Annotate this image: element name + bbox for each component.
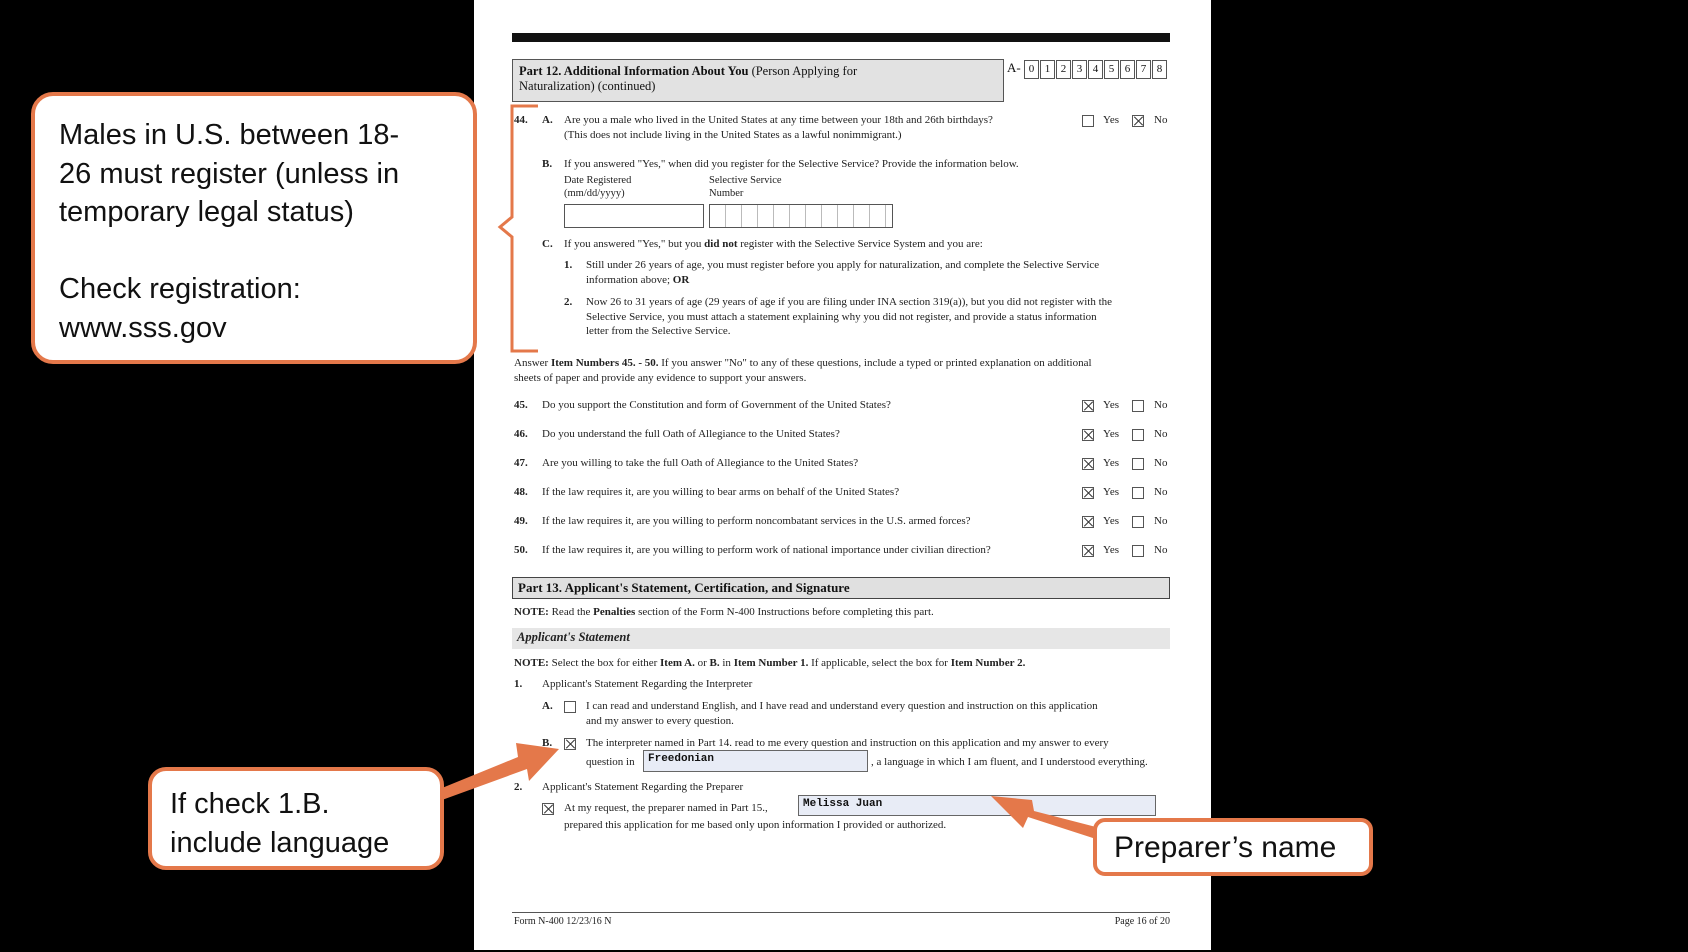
preparer-callout — [1093, 818, 1373, 876]
language-callout — [148, 767, 444, 870]
no-label: No — [1154, 486, 1168, 498]
selective-service-bracket — [500, 106, 538, 351]
question-text: Are you willing to take the full Oath of Allegiance to the United States? — [542, 457, 859, 469]
s2-line1: At my request, the preparer named in Part 15., — [564, 802, 768, 814]
s1-number: 1. — [514, 678, 523, 690]
question-text: If the law requires it, are you willing to bear arms on behalf of the United States? — [542, 486, 900, 498]
question-number: 50. — [514, 544, 528, 556]
language-callout-text: If check 1.B. include language — [170, 788, 390, 859]
selection-note: NOTE: Select the box for either Item A. or B. in Item Number 1. If applicable, select the box for Item Number 2. — [514, 657, 1026, 669]
a-number-prefix: A- — [1007, 60, 1021, 75]
a-digit[interactable]: 4 — [1088, 60, 1103, 79]
footer-form-id: Form N-400 12/23/16 N — [514, 916, 612, 927]
a-digit[interactable]: 5 — [1104, 60, 1119, 79]
question-text: Do you understand the full Oath of Allegiance to the United States? — [542, 428, 840, 440]
s1b-line2a: question in — [586, 756, 635, 768]
c2-number: 2. — [564, 296, 573, 308]
language-input[interactable]: Freedonian — [643, 750, 868, 772]
question-number: 47. — [514, 457, 528, 469]
s1b-line1: The interpreter named in Part 14. read to me every question and instruction on this application and my answer to every — [586, 737, 1109, 749]
q44b-letter: B. — [542, 158, 553, 170]
language-arrow — [442, 743, 559, 800]
preparer-arrow — [991, 796, 1096, 839]
yes-label: Yes — [1103, 544, 1120, 556]
preparer-name-input[interactable]: Melissa Juan — [798, 795, 1156, 816]
q44c-letter: C. — [542, 238, 553, 250]
no-label: No — [1154, 428, 1168, 440]
a-digit[interactable]: 1 — [1040, 60, 1055, 79]
no-label: No — [1154, 515, 1168, 527]
question-text: Do you support the Constitution and form of Government of the United States? — [542, 399, 891, 411]
no-label: No — [1154, 544, 1168, 556]
question-number: 48. — [514, 486, 528, 498]
s2-line2: prepared this application for me based only upon information I provided or authorized. — [564, 819, 947, 831]
yes-label: Yes — [1103, 515, 1120, 527]
c1-number: 1. — [564, 259, 573, 271]
yes-label: Yes — [1103, 486, 1120, 498]
part12-line2: Naturalization) (continued) — [519, 79, 656, 93]
selective-service-callout — [31, 92, 477, 364]
a-digit[interactable]: 2 — [1056, 60, 1071, 79]
q44a-no-label: No — [1154, 114, 1168, 126]
a-digit[interactable]: 3 — [1072, 60, 1087, 79]
no-label: No — [1154, 399, 1168, 411]
question-text: If the law requires it, are you willing to perform work of national importance under civilian direction? — [542, 544, 991, 556]
part12-suffix: (Person Applying for — [748, 64, 858, 78]
s1b-letter: B. — [542, 737, 553, 749]
a-digit[interactable]: 0 — [1024, 60, 1039, 79]
yes-label: Yes — [1103, 428, 1120, 440]
s2-number: 2. — [514, 781, 523, 793]
q44a-note: (This does not include living in the United States as a lawful nonimmigrant.) — [564, 129, 902, 141]
s1b-line2b: , a language in which I am fluent, and I understood everything. — [871, 756, 1148, 768]
penalties-note: NOTE: Read the Penalties section of the Form N-400 Instructions before completing this part. — [514, 606, 934, 618]
q44a-letter: A. — [542, 114, 553, 126]
s1-text: Applicant's Statement Regarding the Interpreter — [542, 678, 753, 690]
question-number: 49. — [514, 515, 528, 527]
s2-text: Applicant's Statement Regarding the Preparer — [542, 781, 744, 793]
c2-text: Now 26 to 31 years of age (29 years of age if you are filing under INA section 319(a)), but you did not register with the Selective Service, you must attach a statement explaining why you did not register, and provide a status information letter from the Selective Service. — [586, 296, 1113, 337]
date-registered-label: Date Registered (mm/dd/yyyy) — [564, 175, 632, 199]
selective-service-number-label: Selective Service Number — [709, 175, 782, 199]
no-label: No — [1154, 457, 1168, 469]
selective-service-callout-text: Males in U.S. between 18- 26 must register (unless in temporary legal status) Check registration: www.sss.gov — [59, 119, 400, 344]
yes-label: Yes — [1103, 457, 1120, 469]
answer-instructions: Answer Item Numbers 45. - 50. If you answer "No" to any of these questions, include a typed or printed explanation on additional sheets of paper and provide any evidence to support your answers. — [514, 357, 1092, 384]
part13-header: Part 13. Applicant's Statement, Certification, and Signature — [512, 577, 1170, 599]
question-number: 45. — [514, 399, 528, 411]
question-text: If the law requires it, are you willing to perform noncombatant services in the U.S. armed forces? — [542, 515, 971, 527]
c1-text: Still under 26 years of age, you must register before you apply for naturalization, and complete the Selective Service information above; OR — [586, 259, 1100, 286]
part12-title: Part 12. Additional Information About You — [519, 64, 749, 78]
a-digit[interactable]: 8 — [1152, 60, 1167, 79]
q44a-yes-label: Yes — [1103, 114, 1120, 126]
preparer-callout-text: Preparer’s name — [1114, 831, 1337, 864]
s1a-letter: A. — [542, 700, 553, 712]
q44a-text: Are you a male who lived in the United States at any time between your 18th and 26th birthdays? — [564, 114, 993, 126]
q44b-text: If you answered "Yes," when did you register for the Selective Service? Provide the information below. — [564, 158, 1019, 170]
applicant-statement-header: Applicant's Statement — [512, 628, 1170, 649]
yes-label: Yes — [1103, 399, 1120, 411]
q44c-text: If you answered "Yes," but you did not register with the Selective Service System and you are: — [564, 238, 983, 250]
footer-page-number: Page 16 of 20 — [1114, 916, 1170, 927]
q44-number: 44. — [514, 114, 528, 126]
a-digit[interactable]: 6 — [1120, 60, 1135, 79]
s1a-text: I can read and understand English, and I have read and understand every question and instruction on this application and my answer to every question. — [586, 700, 1098, 727]
a-digit[interactable]: 7 — [1136, 60, 1151, 79]
question-number: 46. — [514, 428, 528, 440]
